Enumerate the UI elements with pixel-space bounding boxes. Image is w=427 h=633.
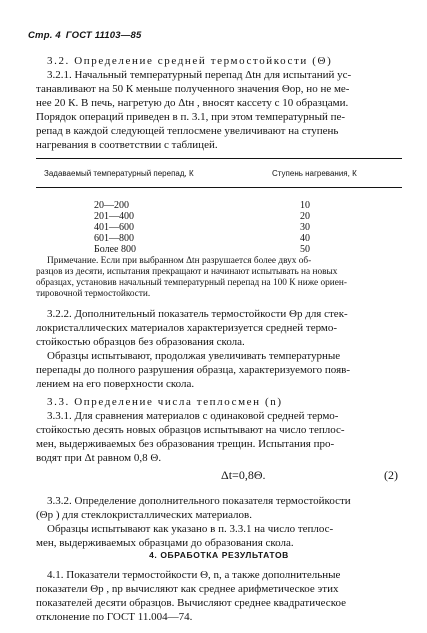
paragraph-line: водят при Δt равном 0,8 Θ. — [36, 452, 162, 464]
paragraph-line: 3.3.1. Для сравнения материалов с одинаковой средней термо- — [47, 410, 339, 422]
page-header — [28, 29, 408, 43]
paragraph-line: показателей десяти образцов. Вычисляют среднее квадратическое — [36, 597, 346, 609]
section-3-3 — [36, 395, 402, 465]
paragraph-line: 3.3.2. Определение дополнительного показателя термостойкости — [47, 495, 351, 507]
table-cell: 201—400 — [94, 211, 134, 222]
section-3-2 — [36, 54, 402, 152]
paragraph-line: стойкостью десять новых образцов испытывают на число теплос- — [36, 424, 345, 436]
paragraph-line: Порядок операций приведен в п. 3.1, при этом температурный пе- — [36, 111, 346, 123]
paragraph-line: 3.2.1. Начальный температурный перепад Δtн для испытаний ус- — [47, 69, 352, 81]
table-cell: 50 — [300, 244, 310, 255]
section-4-title: 4. ОБРАБОТКА РЕЗУЛЬТАТОВ — [149, 550, 289, 560]
paragraph-line: Образцы испытывают как указано в п. 3.3.1 на число теплос- — [47, 523, 334, 535]
formula-expression: Δt=0,8Θ. — [221, 468, 266, 482]
paragraph-line: показатели Θр , nр вычисляют как среднее арифметическое этих — [36, 583, 339, 595]
formula-2 — [36, 467, 402, 483]
section-3-3-2 — [36, 494, 402, 550]
table-cell: 10 — [300, 200, 310, 211]
paragraph-line: (Θр ) для стеклокристаллических материалов. — [36, 509, 252, 521]
section-3-3-heading: 3.3. Определение числа теплосмен (n) — [47, 396, 283, 408]
table-cell: Более 800 — [94, 244, 136, 255]
paragraph-line: Образцы испытывают, продолжая увеличивать температурные — [47, 350, 341, 362]
table-header-temperature: Задаваемый температурный перепад, К — [44, 169, 194, 178]
note-line: Примечание. Если при выбранном Δtн разрушается более двух об- — [47, 256, 312, 266]
paragraph-line: танавливают на 50 К меньше полученного значения Θор, но не ме- — [36, 83, 350, 95]
paragraph-line: нагревания в соответствии с таблицей. — [36, 139, 218, 151]
paragraph-line: мен, выдерживаемых образцами до образования скола. — [36, 537, 294, 549]
table-cell: 401—600 — [94, 222, 134, 233]
table-cell: 30 — [300, 222, 310, 233]
note-line: тировочной термостойкости. — [36, 289, 151, 299]
note-line: разцов из десяти, испытания прекращают и начинают испытывать на новых — [36, 267, 338, 277]
table-col-temperature — [94, 200, 136, 255]
table-note — [36, 256, 402, 300]
table-cell: 40 — [300, 233, 310, 244]
paragraph-line: мен, выдерживаемых без образования трещин. Испытания про- — [36, 438, 335, 450]
note-line: образцах, установив начальный температурный перепад на 100 К ниже ориен- — [36, 278, 347, 288]
paragraph-line: 3.2.2. Дополнительный показатель термостойкости Θр для стек- — [47, 308, 348, 320]
section-3-2-heading: 3.2. Определение средней термостойкости (Θ) — [47, 55, 333, 67]
paragraph-line: перепады до полного разрушения образца, характеризуемого появ- — [36, 364, 351, 376]
paragraph-line: стойкостью образцов без образования скола. — [36, 336, 245, 348]
table-col-step — [300, 200, 310, 255]
table-top-rule — [36, 158, 402, 159]
section-4-1 — [36, 568, 402, 624]
table-cell: 601—800 — [94, 233, 134, 244]
table-header-rule — [36, 187, 402, 188]
table-cell: 20 — [300, 211, 310, 222]
section-3-2-2 — [36, 307, 402, 391]
paragraph-line: локристаллических материалов характеризуется средней термо- — [36, 322, 338, 334]
standard-number: ГОСТ 11103—85 — [65, 30, 142, 41]
formula-number: (2) — [384, 468, 398, 482]
paragraph-line: репад в каждой следующей теплосмене увеличивают на ступень — [36, 125, 339, 137]
paragraph-line: 4.1. Показатели термостойкости Θ, n, а также дополнительные — [47, 569, 341, 581]
table-cell: 20—200 — [94, 200, 129, 211]
table-header-step: Ступень нагревания, К — [272, 169, 357, 178]
page-number: Стр. 4 — [28, 30, 61, 41]
paragraph-line: отклонение по ГОСТ 11.004—74. — [36, 611, 193, 623]
paragraph-line: нее 20 К. В печь, нагретую до Δtн , вносят кассету с 10 образцами. — [36, 97, 349, 109]
paragraph-line: лением на его поверхности скола. — [36, 378, 195, 390]
